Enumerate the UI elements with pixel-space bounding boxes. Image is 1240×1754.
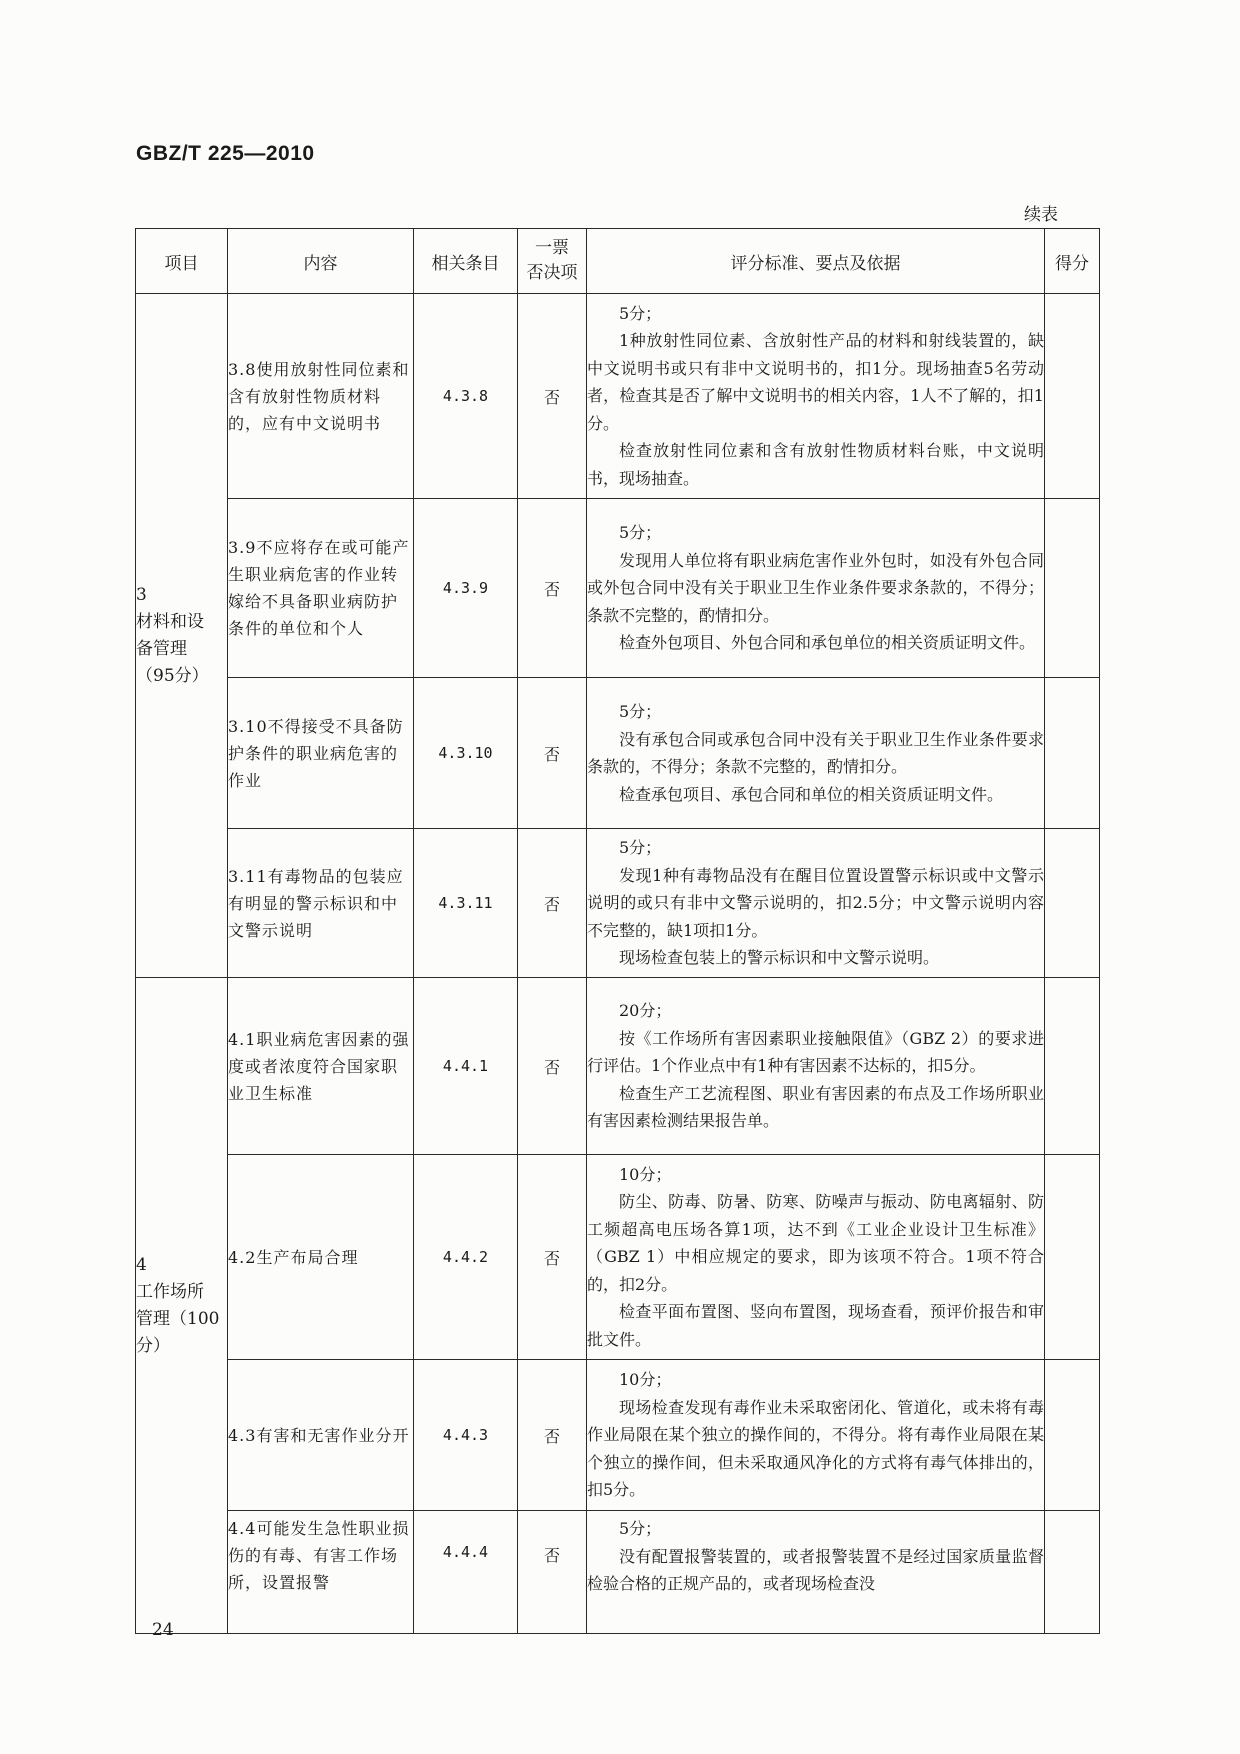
veto-cell: 否 — [518, 1511, 587, 1634]
header-veto — [518, 229, 587, 294]
criteria-paragraph: 检查平面布置图、竖向布置图，现场查看，预评价报告和审批文件。 — [587, 1302, 1044, 1349]
header-veto-line1: 一票 — [535, 238, 569, 258]
clause-cell: 4.3.11 — [414, 829, 518, 978]
table-row — [136, 499, 1100, 678]
veto-cell: 否 — [518, 499, 587, 678]
table-row — [136, 1360, 1100, 1511]
document-code: GBZ/T 225—2010 — [136, 142, 315, 165]
criteria-paragraph: 按《工作场所有害因素职业接触限值》（GBZ 2）的要求进行评估。1个作业点中有1种有害因素不达标的，扣5分。 — [587, 1028, 1044, 1076]
category-label-line: 工作场所 — [136, 1281, 204, 1302]
clause-cell: 4.4.4 — [414, 1511, 518, 1634]
header-content: 内容 — [228, 229, 414, 294]
score-cell — [1045, 499, 1100, 678]
criteria-paragraph: 检查放射性同位素和含有放射性物质材料台账，中文说明书，现场抽查。 — [587, 441, 1044, 488]
page-number: 24 — [152, 1620, 174, 1640]
score-cell — [1045, 829, 1100, 978]
criteria-cell — [587, 499, 1045, 678]
criteria-points: 10分； — [619, 1164, 672, 1184]
criteria-cell — [587, 829, 1045, 978]
category-cell — [136, 978, 228, 1634]
table-row — [136, 1511, 1100, 1634]
score-cell — [1045, 978, 1100, 1155]
table-row — [136, 978, 1100, 1155]
category-points: （95分） — [136, 665, 209, 686]
score-cell — [1045, 678, 1100, 829]
criteria-cell — [587, 1511, 1045, 1634]
criteria-paragraph: 1种放射性同位素、含放射性产品的材料和射线装置的，缺中文说明书或只有非中文说明书的，扣1分。现场抽查5名劳动者，检查其是否了解中文说明书的相关内容，1人不了解的，扣1分。 — [587, 331, 1044, 433]
veto-cell: 否 — [518, 1360, 587, 1511]
criteria-cell — [587, 678, 1045, 829]
header-criteria: 评分标准、要点及依据 — [587, 229, 1045, 294]
table-row — [136, 294, 1100, 499]
criteria-cell — [587, 294, 1045, 499]
score-cell — [1045, 1360, 1100, 1511]
category-cell — [136, 294, 228, 978]
category-number: 3 — [136, 584, 147, 605]
criteria-paragraph: 现场检查包装上的警示标识和中文警示说明。 — [619, 948, 940, 968]
criteria-paragraph: 防尘、防毒、防暑、防寒、防噪声与振动、防电离辐射、防工频超高电压场各算1项，达不到《工业企业设计卫生标准》（GBZ 1）中相应规定的要求，即为该项不符合。1项不符合的，扣2分。 — [587, 1192, 1044, 1294]
criteria-paragraph: 检查生产工艺流程图、职业有害因素的布点及工作场所职业有害因素检测结果报告单。 — [587, 1083, 1044, 1131]
criteria-points: 5分； — [619, 523, 662, 543]
content-cell: 4.4可能发生急性职业损伤的有毒、有害工作场所，设置报警 — [228, 1511, 414, 1634]
clause-cell: 4.4.3 — [414, 1360, 518, 1511]
criteria-paragraph: 发现1种有毒物品没有在醒目位置设置警示标识或中文警示说明的或只有非中文警示说明的，扣2.5分；中文警示说明内容不完整的，缺1项扣1分。 — [587, 865, 1044, 940]
clause-cell: 4.4.1 — [414, 978, 518, 1155]
category-points: 分） — [136, 1335, 170, 1356]
category-number: 4 — [136, 1254, 147, 1275]
assessment-table — [135, 228, 1100, 1634]
table-row — [136, 1155, 1100, 1360]
veto-cell: 否 — [518, 294, 587, 499]
content-cell: 3.11有毒物品的包装应有明显的警示标识和中文警示说明 — [228, 829, 414, 978]
content-cell: 4.2生产布局合理 — [228, 1155, 414, 1360]
veto-cell: 否 — [518, 829, 587, 978]
header-clause: 相关条目 — [414, 229, 518, 294]
criteria-points: 5分； — [619, 1519, 662, 1538]
criteria-points: 10分； — [619, 1370, 672, 1390]
veto-cell: 否 — [518, 978, 587, 1155]
clause-cell: 4.3.10 — [414, 678, 518, 829]
criteria-paragraph: 没有承包合同或承包合同中没有关于职业卫生作业条件要求条款的，不得分；条款不完整的，酌情扣分。 — [587, 729, 1044, 776]
score-cell — [1045, 1511, 1100, 1634]
score-cell — [1045, 294, 1100, 499]
content-cell: 4.1职业病危害因素的强度或者浓度符合国家职业卫生标准 — [228, 978, 414, 1155]
criteria-cell — [587, 1155, 1045, 1360]
criteria-paragraph: 发现用人单位将有职业病危害作业外包时，如没有外包合同或外包合同中没有关于职业卫生作业条件要求条款的，不得分；条款不完整的，酌情扣分。 — [587, 550, 1044, 625]
content-cell: 4.3有害和无害作业分开 — [228, 1360, 414, 1511]
criteria-paragraph: 现场检查发现有毒作业未采取密闭化、管道化，或未将有毒作业局限在某个独立的操作间的，不得分。将有毒作业局限在某个独立的操作间，但未采取通风净化的方式将有毒气体排出的，扣5分。 — [587, 1397, 1044, 1500]
clause-cell: 4.4.2 — [414, 1155, 518, 1360]
criteria-points: 5分； — [619, 838, 662, 858]
criteria-paragraph: 检查承包项目、承包合同和单位的相关资质证明文件。 — [619, 784, 1004, 804]
header-item: 项目 — [136, 229, 228, 294]
table-row — [136, 829, 1100, 978]
content-cell: 3.10不得接受不具备防护条件的职业病危害的作业 — [228, 678, 414, 829]
criteria-points: 5分； — [619, 702, 662, 721]
table-header-row — [136, 229, 1100, 294]
score-cell — [1045, 1155, 1100, 1360]
clause-cell: 4.3.8 — [414, 294, 518, 499]
category-label-line: 备管理 — [136, 638, 187, 659]
criteria-points: 20分； — [619, 1001, 672, 1021]
criteria-paragraph: 检查外包项目、外包合同和承包单位的相关资质证明文件。 — [619, 633, 1036, 653]
clause-cell: 4.3.9 — [414, 499, 518, 678]
content-cell: 3.8使用放射性同位素和含有放射性物质材料的，应有中文说明书 — [228, 294, 414, 499]
category-label-line: 材料和设 — [136, 611, 204, 632]
content-cell: 3.9不应将存在或可能产生职业病危害的作业转嫁给不具备职业病防护条件的单位和个人 — [228, 499, 414, 678]
table-row — [136, 678, 1100, 829]
criteria-paragraph: 没有配置报警装置的，或者报警装置不是经过国家质量监督检验合格的正规产品的，或者现场检查没 — [587, 1546, 1044, 1593]
criteria-cell — [587, 1360, 1045, 1511]
veto-cell: 否 — [518, 678, 587, 829]
veto-cell: 否 — [518, 1155, 587, 1360]
continued-table-label: 续表 — [1024, 205, 1058, 225]
header-score: 得分 — [1045, 229, 1100, 294]
header-veto-line2: 否决项 — [526, 263, 578, 283]
criteria-points: 5分； — [619, 303, 662, 323]
category-label-line: 管理（100 — [136, 1308, 220, 1329]
criteria-cell — [587, 978, 1045, 1155]
